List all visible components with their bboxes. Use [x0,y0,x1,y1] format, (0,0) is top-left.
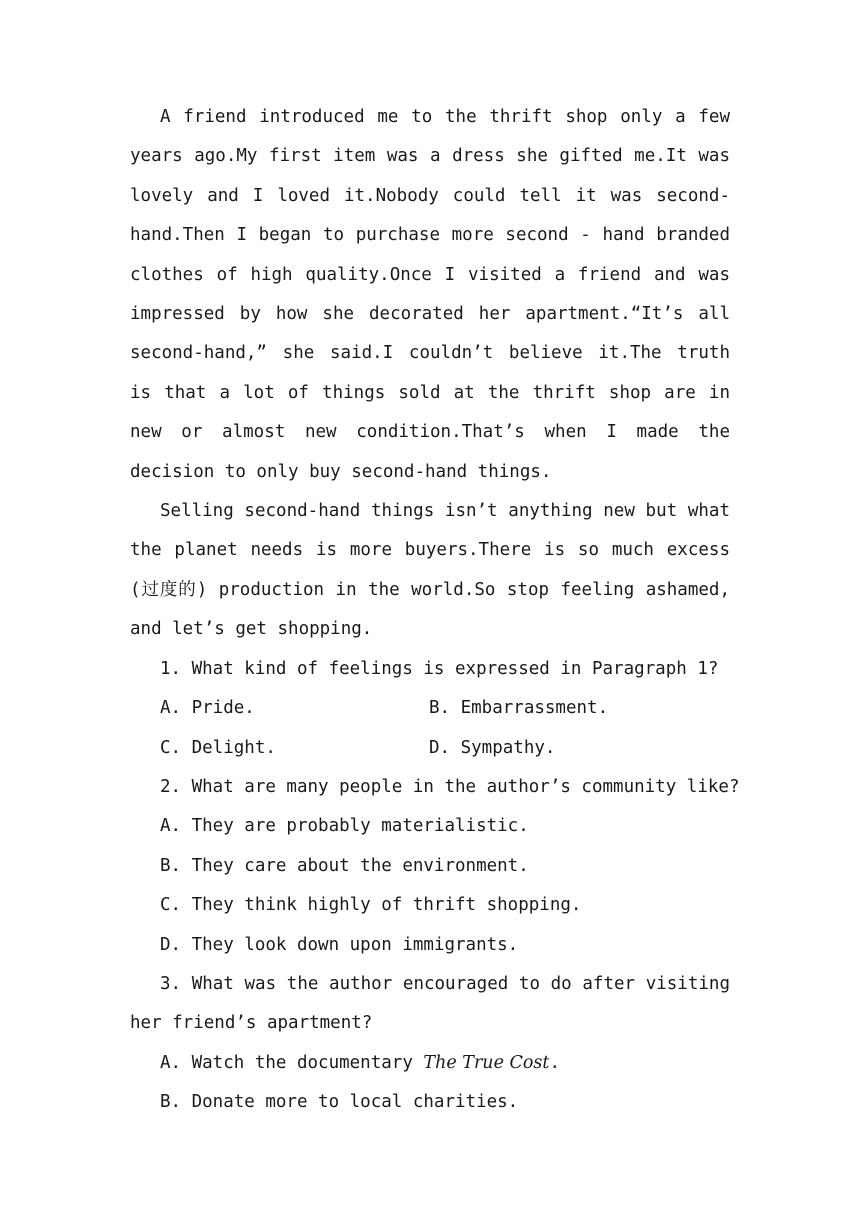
question-1-option-b: B. Embarrassment. [429,698,609,719]
question-1-option-c: C. Delight. [160,737,276,758]
documentary-title: The True Cost [423,1052,550,1073]
passage-paragraph-1: A friend introduced me to the thrift shop only a few years ago.My first item was a dress she gifted me.It was lovely and I loved it.Nobody could tell it was second-hand.Then I began to purchase more second - hand branded clothes of high quality.Once I visited a friend and was impressed by how she decorated her apartment.“It’s all second-hand,” she said.I couldn’t believe it.The truth is that a lot of things sold at the thrift shop are in new or almost new condition.That’s when I made the decision to only buy second-hand things. [130,107,730,482]
question-2-option-c: C. They think highly of thrift shopping. [160,895,582,916]
question-3-stem: 3. What was the author encouraged to do after visiting her friend’s apartment? [130,973,730,1034]
question-3-option-a-suffix: . [549,1052,560,1073]
question-2-option-d: D. They look down upon immigrants. [160,934,519,955]
passage-paragraph-2: Selling second-hand things isn’t anything new but what the planet needs is more buyers.There is so much excess (过度的) production in the world.So stop feeling ashamed, and let’s get shopping. [130,501,730,640]
question-2-stem: 2. What are many people in the author’s community like? [160,776,740,797]
question-1-stem: 1. What kind of feelings is expressed in Paragraph 1? [160,658,719,679]
question-3-option-a-prefix: A. Watch the documentary [160,1052,424,1073]
question-3-option-b: B. Donate more to local charities. [160,1092,519,1113]
question-2-option-b: B. They care about the environment. [160,855,529,876]
question-1-option-a: A. Pride. [160,698,255,719]
question-1-option-d: D. Sympathy. [429,737,556,758]
question-1-options-row-1 [130,689,730,728]
question-2-option-a: A. They are probably materialistic. [160,816,529,837]
question-3-option-a [130,1044,730,1083]
document-page [130,98,740,1123]
question-1-options-row-2 [130,729,730,768]
